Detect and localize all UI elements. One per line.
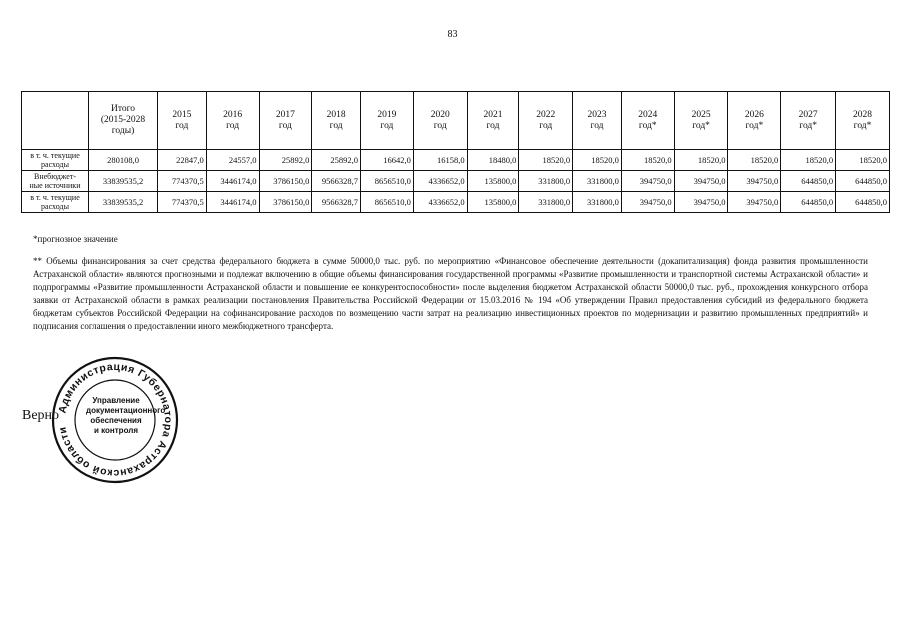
table-cell: 22847,0 xyxy=(158,150,207,171)
table-cell: 25892,0 xyxy=(259,150,312,171)
header-year: 2015 год xyxy=(158,92,207,150)
table-cell: 331800,0 xyxy=(573,171,622,192)
table-cell: 9566328,7 xyxy=(312,171,361,192)
table-cell: 644850,0 xyxy=(836,192,890,213)
table-cell: 18520,0 xyxy=(836,150,890,171)
header-year: 2018 год xyxy=(312,92,361,150)
table-cell: 331800,0 xyxy=(519,171,573,192)
table-cell: 16642,0 xyxy=(361,150,414,171)
table-cell: 774370,5 xyxy=(158,192,207,213)
table-cell: 4336652,0 xyxy=(413,192,467,213)
header-year: 2019 год xyxy=(361,92,414,150)
table-cell: 331800,0 xyxy=(519,192,573,213)
budget-table xyxy=(21,91,890,213)
table-cell: 394750,0 xyxy=(674,192,728,213)
table-cell: 135800,0 xyxy=(467,192,519,213)
table-cell: 18520,0 xyxy=(519,150,573,171)
row-label: Внебюджет- ные источники xyxy=(22,171,89,192)
table-cell: 644850,0 xyxy=(836,171,890,192)
table-cell: 394750,0 xyxy=(728,192,781,213)
table-cell: 8656510,0 xyxy=(361,192,414,213)
header-year: 2028 год* xyxy=(836,92,890,150)
table-cell: 24557,0 xyxy=(206,150,259,171)
header-year: 2024 год* xyxy=(621,92,674,150)
table-cell: 394750,0 xyxy=(674,171,728,192)
table-cell: 4336652,0 xyxy=(413,171,467,192)
table-cell: 394750,0 xyxy=(621,192,674,213)
table-cell: 18520,0 xyxy=(573,150,622,171)
header-year: 2020 год xyxy=(413,92,467,150)
table-cell: 3446174,0 xyxy=(206,192,259,213)
header-year: 2017 год xyxy=(259,92,312,150)
stamp-center-text: Управление документационного обеспечения и контроля xyxy=(86,396,166,435)
table-cell: 3446174,0 xyxy=(206,171,259,192)
row-total: 33839535,2 xyxy=(89,171,158,192)
verification-text: Верно xyxy=(22,408,60,423)
table-cell: 331800,0 xyxy=(573,192,622,213)
table-cell: 644850,0 xyxy=(781,171,836,192)
row-total: 280108,0 xyxy=(89,150,158,171)
forecast-footnote: *прогнозное значение xyxy=(33,234,118,244)
table-cell: 3786150,0 xyxy=(259,171,312,192)
table-cell: 644850,0 xyxy=(781,192,836,213)
table-cell: 18520,0 xyxy=(674,150,728,171)
table-cell: 394750,0 xyxy=(728,171,781,192)
table-header xyxy=(22,92,890,150)
table-cell: 9566328,7 xyxy=(312,192,361,213)
table-cell: 8656510,0 xyxy=(361,171,414,192)
header-year: 2027 год* xyxy=(781,92,836,150)
row-total: 33839535,2 xyxy=(89,192,158,213)
table-row xyxy=(22,150,890,171)
table-row xyxy=(22,192,890,213)
stamp-ring-text: Администрация Губернатора Астраханской области xyxy=(56,360,175,480)
header-year: 2026 год* xyxy=(728,92,781,150)
funding-footnote: ** Объемы финансирования за счет средства федерального бюджета в сумме 50000,0 тыс. руб. по мероприятию «Финансовое обеспечение деятельности (докапитализация) фонда развития промышленности Астраханской области» являются прогнозными и подлежат включению в общие объемы финансирования государственной программы «Развитие промышленности и транспортной системы Астраханской области» и подпрограммы «Развитие промышленности Астраханской области и повышение ее конкурентоспособности» после выделения бюджетом Астраханской области 50000,0 тыс. руб., прохождения конкурсного отбора заявки от Астраханской области в рамках реализации постановления Правительства Российской Федерации от 15.03.2016 № 194 «Об утверждении Правил предоставления субсидий из федерального бюджета бюджетам субъектов Российской Федерации на софинансирование расходов по возмещению части затрат на реализацию инвестиционных проектов по модернизации и развитию промышленных предприятий» и подписания соглашения о предоставлении иного межбюджетного трансферта. xyxy=(33,256,868,331)
table-row xyxy=(22,171,890,192)
table-cell: 135800,0 xyxy=(467,171,519,192)
header-year: 2016 год xyxy=(206,92,259,150)
table-cell: 16158,0 xyxy=(413,150,467,171)
table-cell: 18520,0 xyxy=(621,150,674,171)
table-cell: 774370,5 xyxy=(158,171,207,192)
table-cell: 18480,0 xyxy=(467,150,519,171)
header-total: Итого (2015-2028 годы) xyxy=(89,92,158,150)
header-year: 2025 год* xyxy=(674,92,728,150)
row-label: в т. ч. текущие расходы xyxy=(22,192,89,213)
table-cell: 394750,0 xyxy=(621,171,674,192)
header-year: 2021 год xyxy=(467,92,519,150)
page-number: 83 xyxy=(447,29,458,40)
table-cell: 18520,0 xyxy=(781,150,836,171)
table-cell: 25892,0 xyxy=(312,150,361,171)
header-year: 2022 год xyxy=(519,92,573,150)
header-empty-cell xyxy=(22,92,89,150)
row-label: в т. ч. текущие расходы xyxy=(22,150,89,171)
header-year: 2023 год xyxy=(573,92,622,150)
table-cell: 3786150,0 xyxy=(259,192,312,213)
table-cell: 18520,0 xyxy=(728,150,781,171)
